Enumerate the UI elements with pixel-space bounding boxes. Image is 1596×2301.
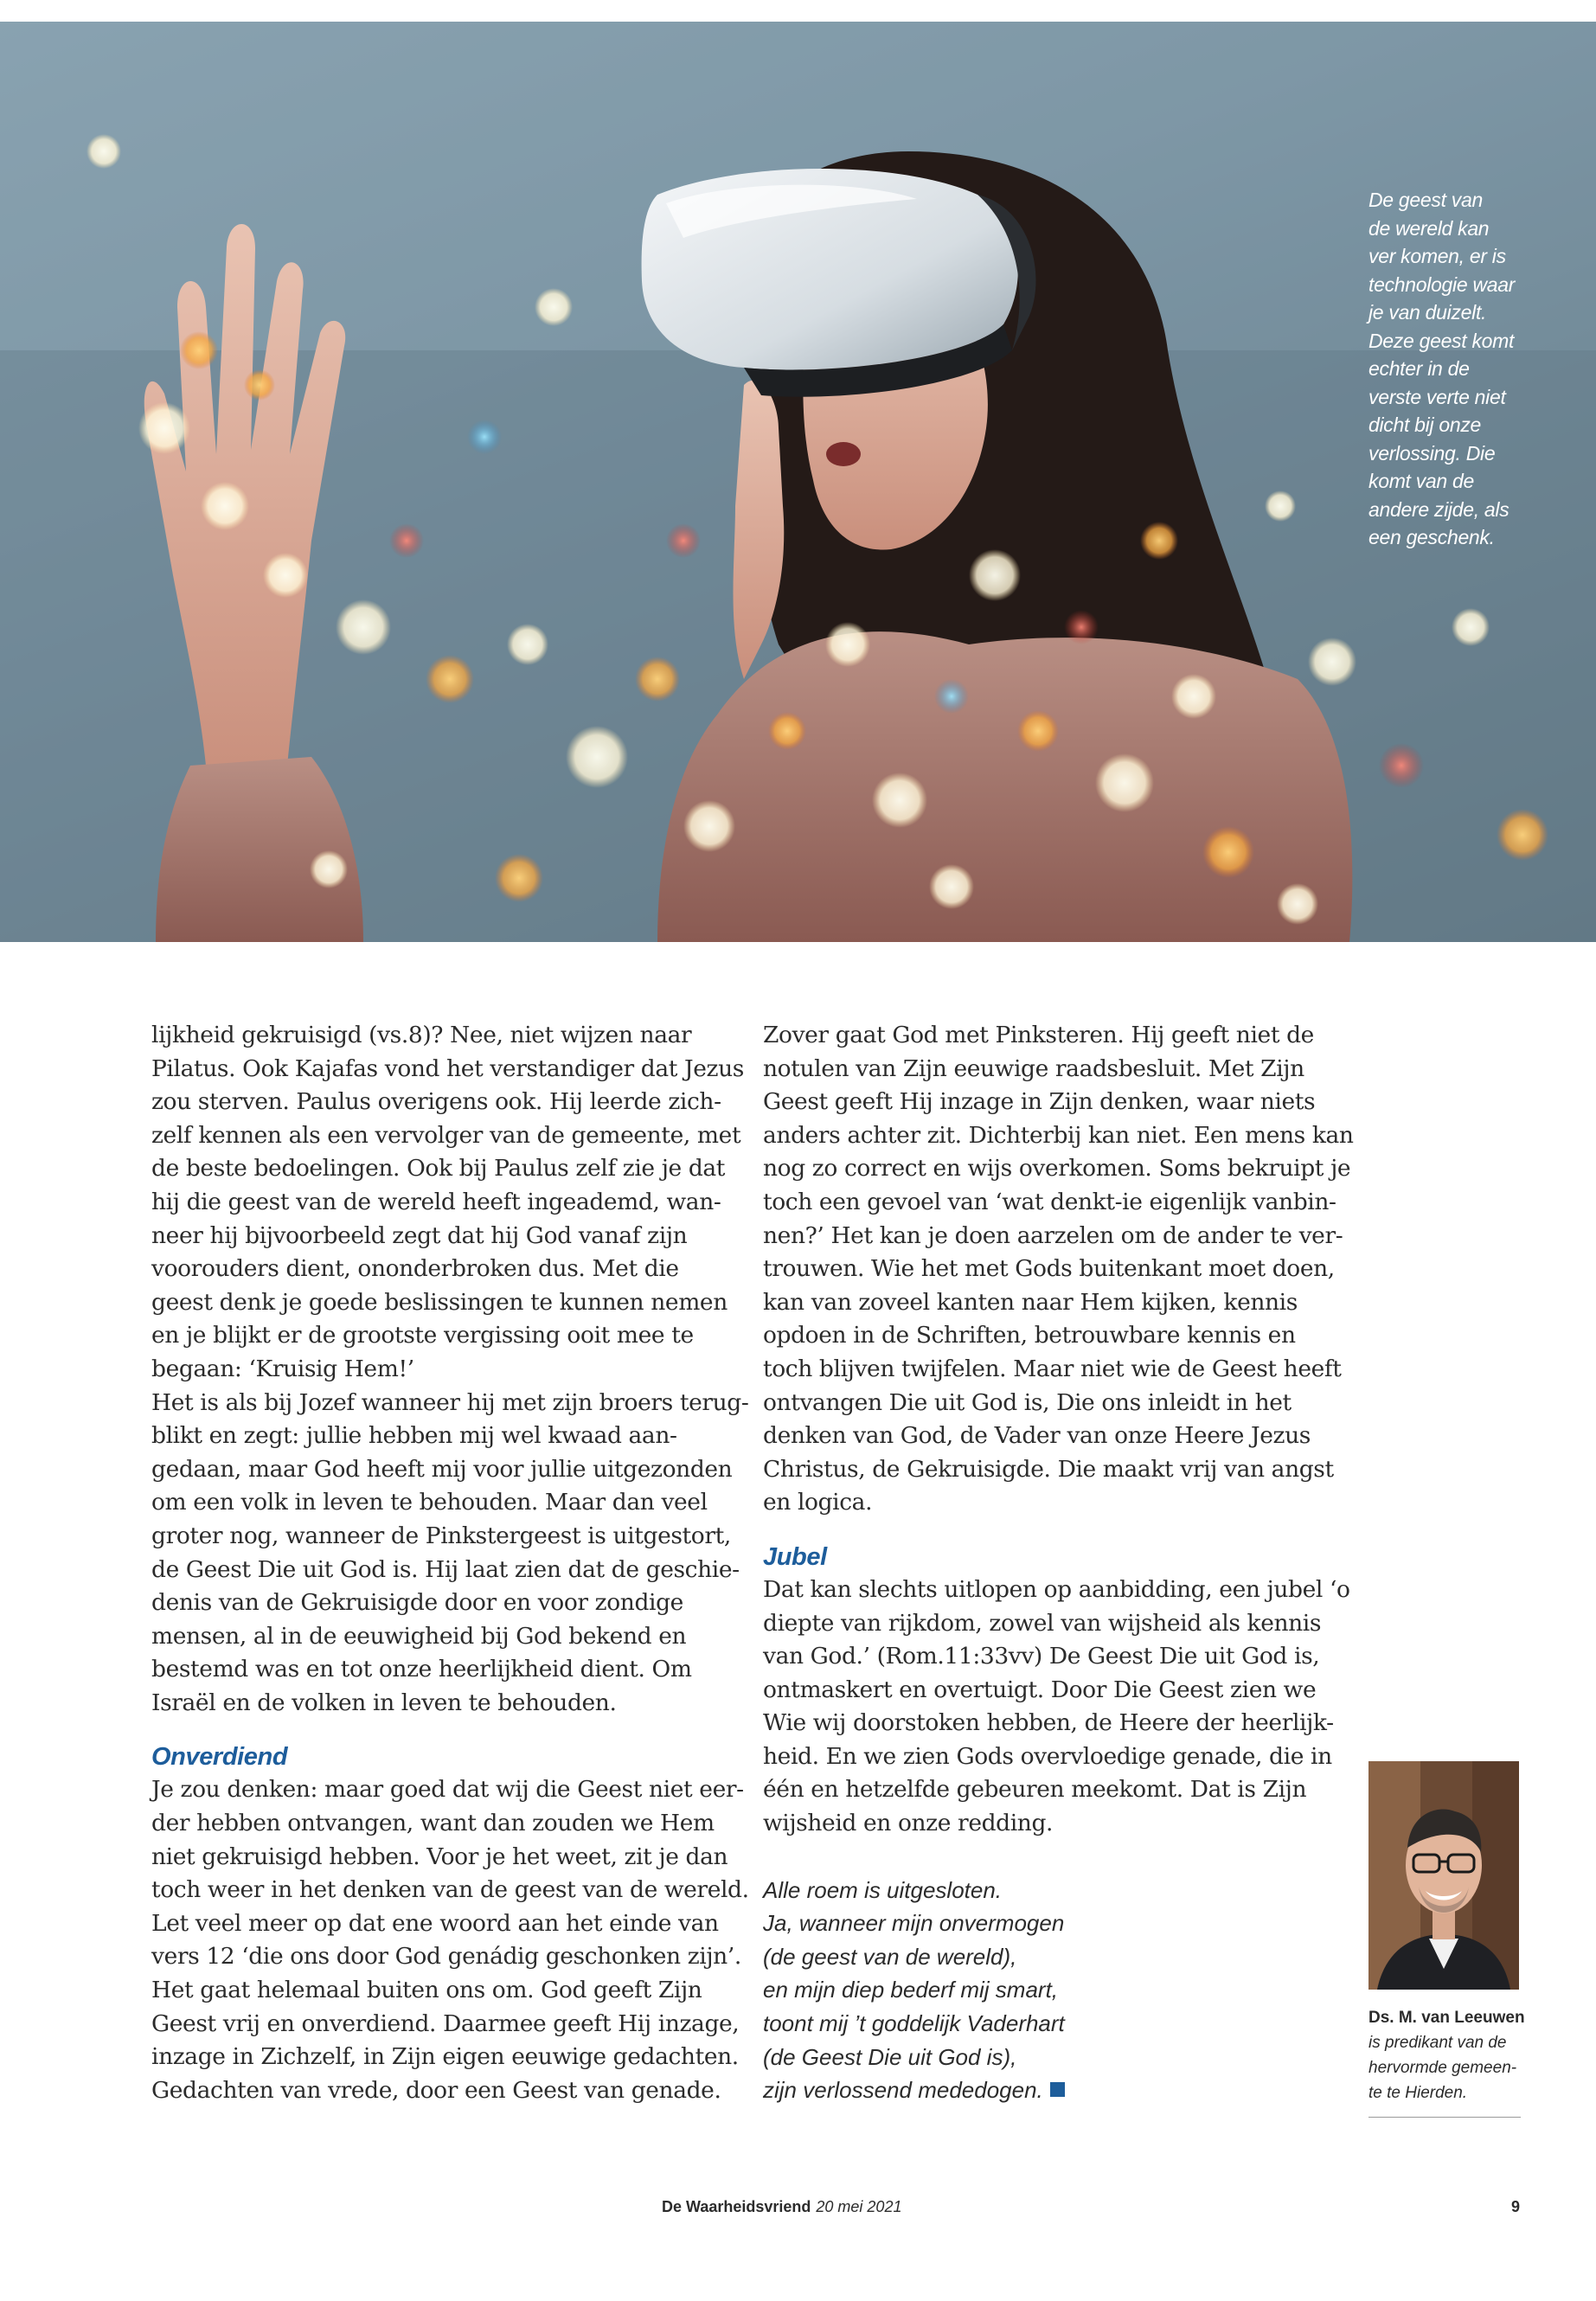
poem-line: Ja, wanneer mijn onvermogen [763,1910,1065,1937]
text-line: Wie wij doorstoken hebben, de Heere der heerlijk- [763,1709,1334,1737]
caption-line: je van duizelt. [1368,301,1487,324]
text-line: van God.’ (Rom.11:33vv) De Geest Die uit God is, [763,1643,1320,1670]
author-name: Ds. M. van Leeuwen [1368,2009,1525,2027]
column-2-section [763,1574,1350,1841]
author-divider [1368,2117,1521,2118]
text-line: Let veel meer op dat ene woord aan het einde van [151,1909,719,1937]
text-line: denis van de Gekruisigde door en voor zondige [151,1589,683,1617]
caption-line: ver komen, er is [1368,245,1506,267]
text-line: en je blijkt er de grootste vergissing ooit mee te [151,1322,694,1349]
article-column-2 [763,1019,1354,2107]
text-line: diepte van rijkdom, zowel van wijsheid als kennis [763,1609,1322,1637]
hero-image [0,22,1596,942]
author-role-line: te te Hierden. [1368,2084,1468,2102]
footer-publication [662,2198,901,2216]
page-number: 9 [1511,2198,1521,2215]
text-line: Dat kan slechts uitlopen op aanbidding, een jubel ‘o [763,1575,1350,1603]
text-line: vers 12 ‘die ons door God genádig geschonken zijn’. [151,1943,741,1971]
text-line: der hebben ontvangen, want dan zouden we Hem [151,1810,715,1837]
text-line: wijsheid en onze redding. [763,1810,1054,1837]
text-line: Je zou denken: maar goed dat wij die Geest niet eer- [151,1776,744,1804]
text-line: niet gekruisigd hebben. Voor je het weet, zit je dan [151,1843,728,1870]
caption-line: andere zijde, als [1368,497,1509,521]
text-line: Gedachten van vrede, door een Geest van genade. [151,2076,721,2104]
text-line: notulen van Zijn eeuwige raadsbesluit. Met Zijn [763,1054,1304,1082]
caption-line: technologie waar [1368,272,1516,296]
text-line: denken van God, de Vader van onze Heere Jezus [763,1422,1311,1450]
subheading-onverdiend: Onverdiend [151,1743,288,1772]
caption-line: dicht bij onze [1368,413,1482,436]
spacer [763,1841,1334,1874]
poem-line: en mijn diep bederf mij smart, [763,1977,1059,2003]
caption-line: verlossing. Die [1368,441,1496,465]
text-line: om een volk in leven te behouden. Maar dan veel [151,1489,708,1516]
author-portrait [1368,1761,1519,1990]
caption-line: Deze geest komt [1368,329,1515,352]
text-line: heid. En we zien Gods overvloedige genade, die in [763,1742,1332,1770]
text-line: Zover gaat God met Pinksteren. Hij geeft niet de [763,1022,1314,1048]
text-line: geest denk je goede beslissingen te kunnen nemen [151,1288,727,1316]
column-2-intro [763,1019,1354,1520]
text-line: Pilatus. Ook Kajafas vond het verstandiger dat Jezus [151,1054,744,1082]
text-line: nen?’ Het kan je doen aarzelen om de ander te ver- [763,1221,1343,1249]
text-line: toch blijven twijfelen. Maar niet wie de Geest heeft [763,1355,1342,1382]
poem-line: toont mij ’t goddelijk Vaderhart [763,2010,1065,2037]
author-bio [1368,2005,1533,2106]
end-of-article-square-icon [1050,2082,1065,2097]
text-line: lijkheid gekruisigd (vs.8)? Nee, niet wijzen naar [151,1022,692,1048]
text-line: Het gaat helemaal buiten ons om. God geeft Zijn [151,1977,702,2004]
author-role-line: hervormde gemeen- [1368,2059,1517,2077]
subheading-jubel: Jubel [763,1542,827,1571]
text-line: toch een gevoel van ‘wat denkt-ie eigenlijk vanbin- [763,1188,1336,1215]
text-line: Geest geeft Hij inzage in Zijn denken, waar niets [763,1088,1316,1116]
caption-line: de wereld kan [1368,216,1490,240]
text-line: inzage in Zichzelf, in Zijn eigen eeuwige gedachten. [151,2043,739,2071]
text-line: één en hetzelfde gebeuren meekomt. Dat is Zijn [763,1776,1307,1804]
text-line: kan van zoveel kanten naar Hem kijken, kennis [763,1288,1298,1316]
caption-line: echter in de [1368,357,1470,380]
caption-line: komt van de [1368,470,1474,492]
text-line: de Geest Die uit God is. Hij laat zien dat de geschie- [151,1555,740,1583]
photo-caption [1368,186,1542,552]
text-line: zelf kennen als een vervolger van de gemeente, met [151,1121,741,1149]
closing-poem [763,1874,1334,2107]
poem-line: Alle roem is uitgesloten. [763,1876,1003,1903]
text-line: Christus, de Gekruisigde. Die maakt vrij van angst [763,1455,1334,1483]
text-line: bestemd was en tot onze heerlijkheid dient. Om [151,1656,692,1683]
text-line: opdoen in de Schriften, betrouwbare kennis en [763,1322,1296,1349]
text-line: ontvangen Die uit God is, Die ons inleidt in het [763,1388,1292,1416]
text-line: anders achter zit. Dichterbij kan niet. Een mens kan [763,1121,1354,1149]
caption-line: een geschenk. [1368,526,1495,548]
author-role-line: is predikant van de [1368,2034,1507,2052]
text-line: Israël en de volken in leven te behouden. [151,1689,617,1716]
text-line: nog zo correct en wijs overkomen. Soms bekruipt je [763,1155,1351,1183]
text-line: Geest vrij en onverdiend. Daarmee geeft Hij inzage, [151,2009,740,2037]
article-column-1 [151,1019,749,2107]
author-photo [1368,1761,1519,1990]
caption-line: De geest van [1368,189,1483,211]
text-line: Het is als bij Jozef wanneer hij met zijn broers terug- [151,1388,749,1416]
caption-line: verste verte niet [1368,385,1506,408]
page-footer [0,2198,1596,2224]
text-line: blikt en zegt: jullie hebben mij wel kwaad aan- [151,1422,677,1450]
issue-date: 20 mei 2021 [816,2198,902,2215]
text-line: toch weer in het denken van de geest van de wereld. [151,1876,749,1904]
text-line: hij die geest van de wereld heeft ingeademd, wan- [151,1188,721,1215]
text-line: zou sterven. Paulus overigens ook. Hij leerde zich- [151,1088,721,1116]
text-line: begaan: ‘Kruisig Hem!’ [151,1355,414,1382]
column-1-intro [151,1019,749,1720]
text-line: ontmaskert en overtuigt. Door Die Geest zien we [763,1676,1317,1703]
column-1-section [151,1773,749,2107]
text-line: groter nog, wanneer de Pinkstergeest is uitgestort, [151,1522,731,1549]
hero-illustration [0,22,1596,942]
magazine-name: De Waarheidsvriend [662,2198,811,2215]
poem-line: (de geest van de wereld), [763,1943,1017,1970]
text-line: trouwen. Wie het met Gods buitenkant moet doen, [763,1255,1335,1283]
poem-line-text: zijn verlossend mededogen. [763,2077,1043,2104]
text-line: neer hij bijvoorbeeld zegt dat hij God vanaf zijn [151,1221,688,1249]
text-line: voorouders dient, ononderbroken dus. Met die [151,1255,679,1283]
poem-line: (de Geest Die uit God is), [763,2043,1017,2070]
text-line: de beste bedoelingen. Ook bij Paulus zelf zie je dat [151,1155,726,1183]
text-line: mensen, al in de eeuwigheid bij God bekend en [151,1622,687,1650]
poem-line [763,2073,1334,2107]
text-line: en logica. [763,1489,873,1516]
text-line: gedaan, maar God heeft mij voor jullie uitgezonden [151,1455,733,1483]
